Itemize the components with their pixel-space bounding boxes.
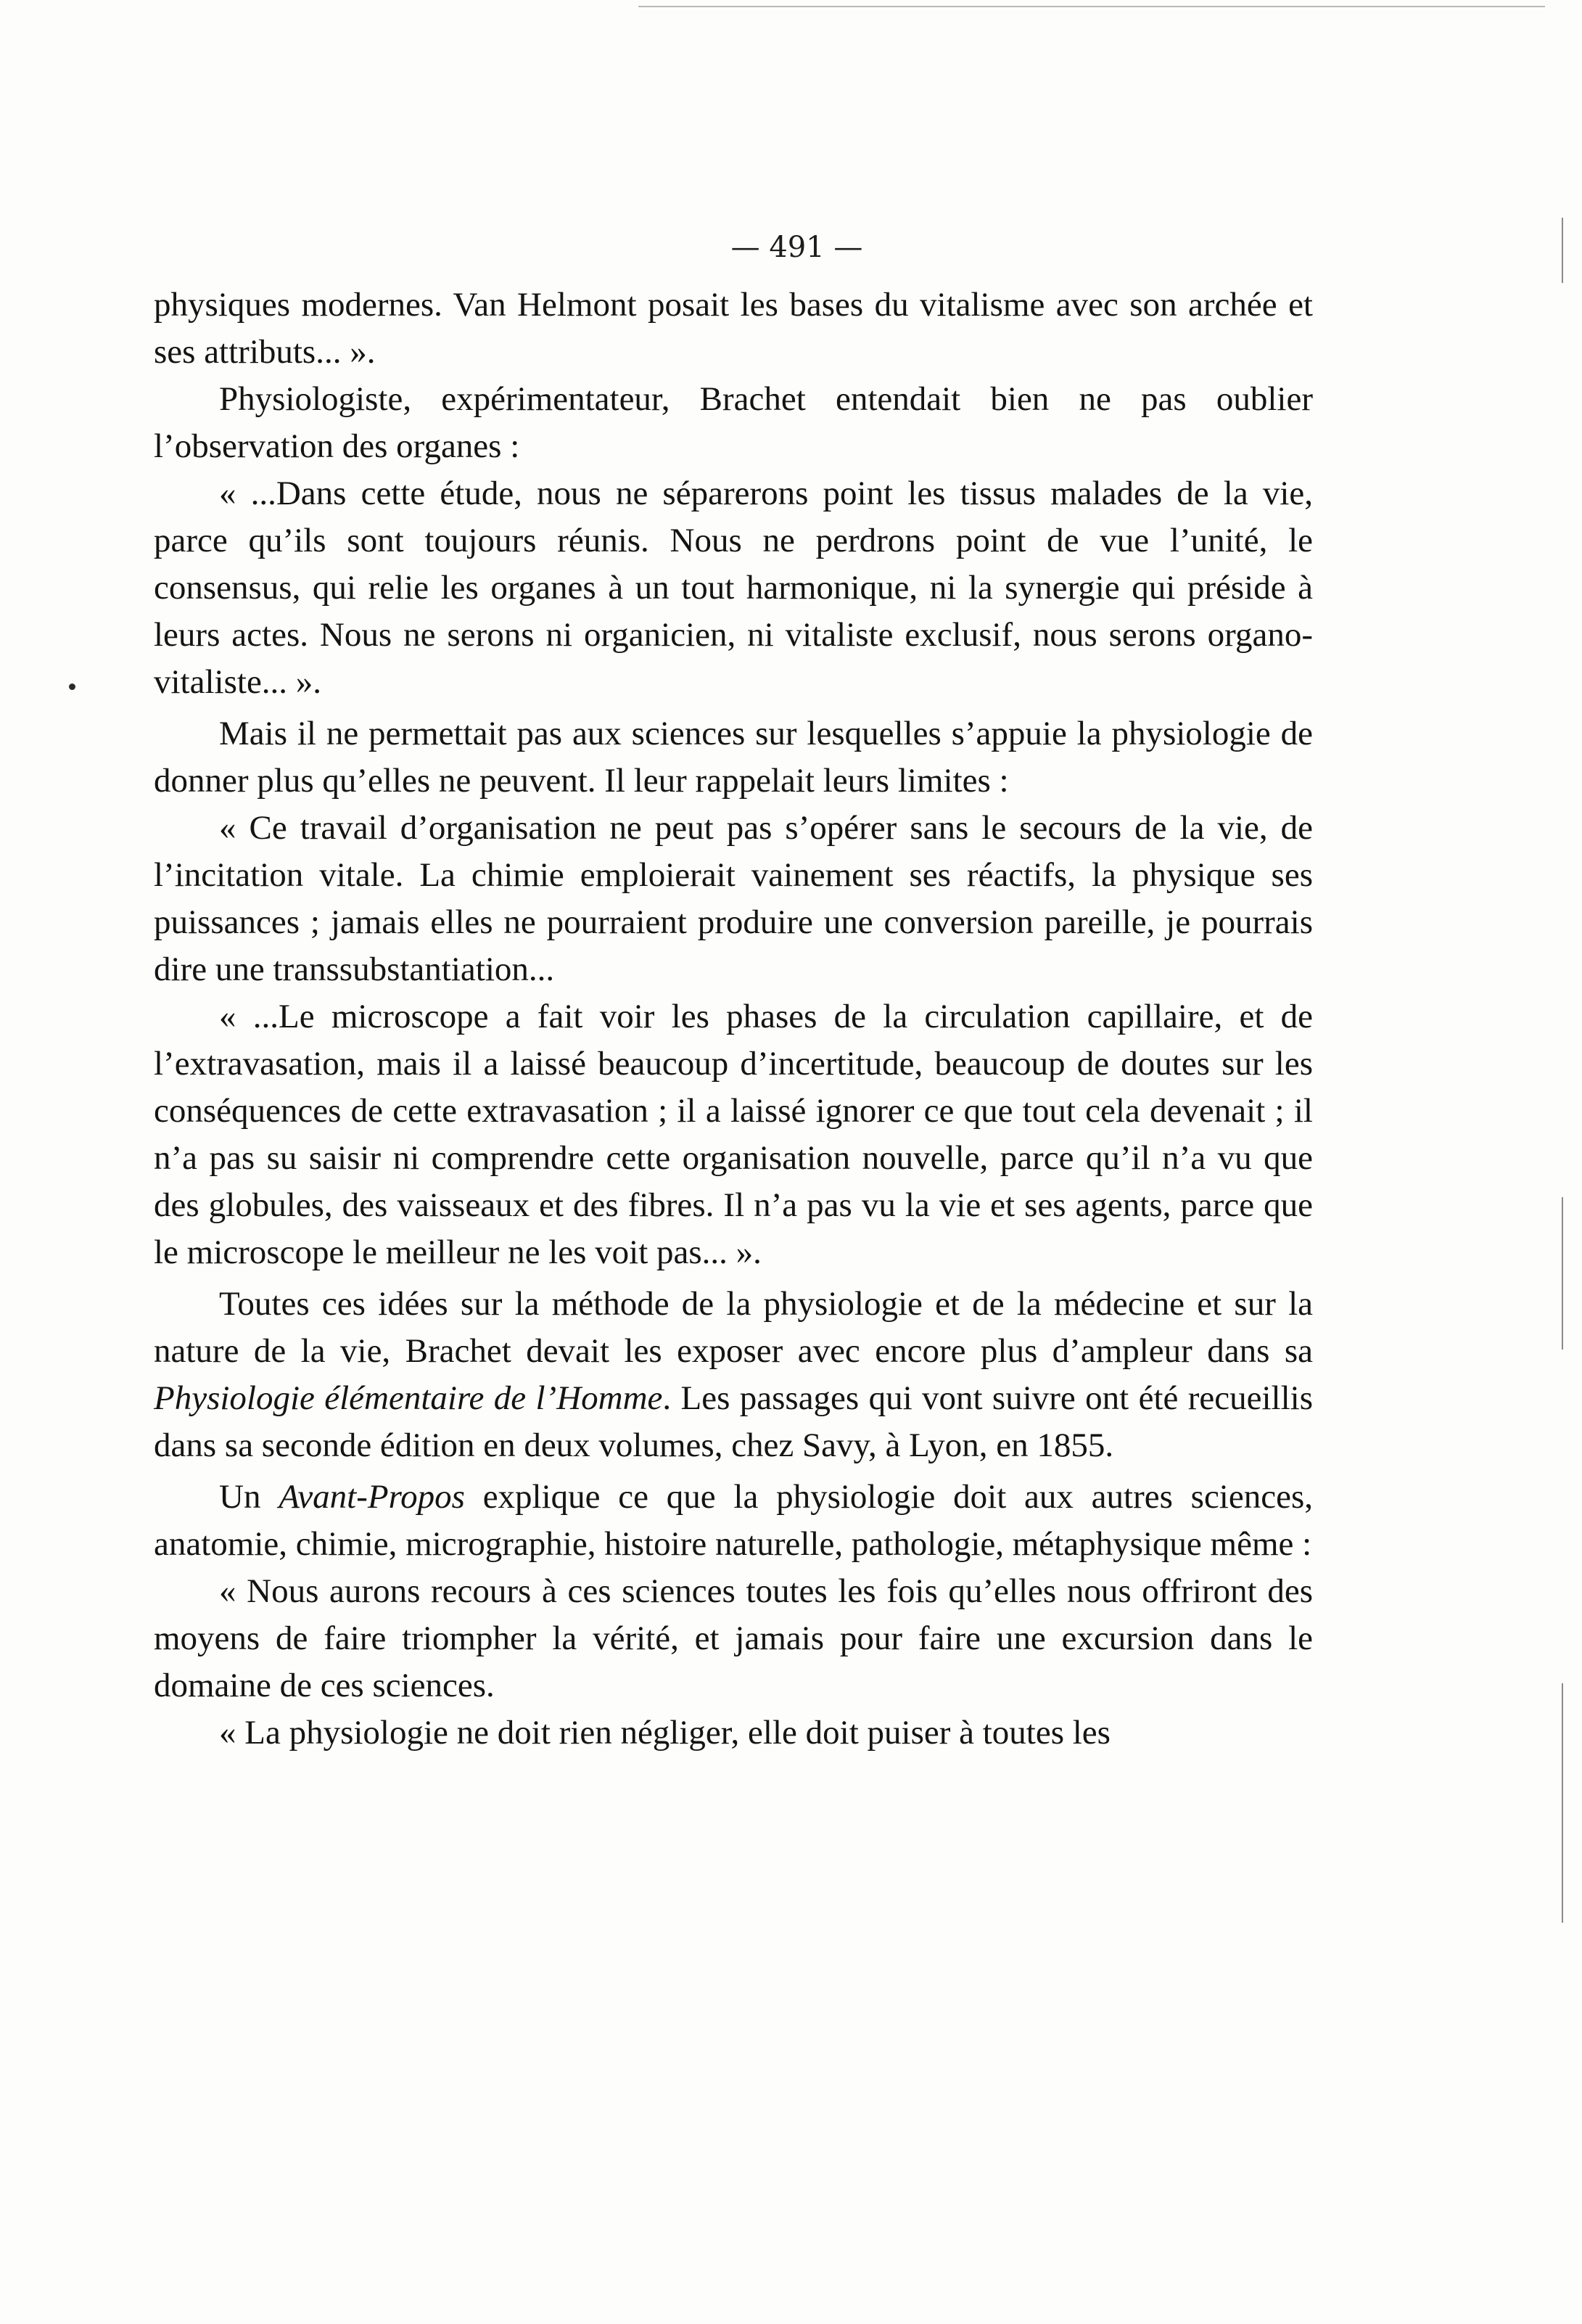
page-number: — 491 — <box>730 231 863 264</box>
paragraph-text: Toutes ces idées sur la méthode de la physiologie et de la médecine et sur la nature de la vie, Brachet devait les exposer avec encore plus d’ampleur dans sa <box>154 1285 1313 1370</box>
section-title: Avant-Propos <box>279 1478 465 1516</box>
paragraph <box>154 1474 1313 1568</box>
paragraph-text: explique ce que la physiologie doit aux autres sciences, anatomie, chimie, micrographie, histoire naturelle, pathologie, métaphysique même : <box>154 1478 1313 1563</box>
paragraph: Physiologiste, expérimentateur, Brachet entendait bien ne pas oublier l’observation des organes : <box>154 380 1313 465</box>
scan-top-rule <box>638 6 1545 7</box>
margin-dot <box>69 683 75 690</box>
quote-paragraph: « La physiologie ne doit rien négliger, elle doit puiser à toutes les <box>219 1714 1111 1752</box>
quote-paragraph: « ...Le microscope a fait voir les phases de la circulation capillaire, et de l’extravasation, mais il a laissé beaucoup d’incertitude, beaucoup de doutes sur les conséquences de cette extravasation ; il a laissé ignorer ce que tout cela devenait ; il n’a pas su saisir ni comprendre cette organisation nouvelle, parce qu’il n’a vu que des globules, des vaisseaux et des fibres. Il n’a pas vu la vie et ses agents, parce que le microscope le meilleur ne les voit pas... ». <box>154 998 1313 1271</box>
paragraph <box>154 1281 1313 1469</box>
paragraph-text: Un <box>219 1478 279 1516</box>
paragraph-text: . Les passages qui vont suivre ont été recueillis dans sa seconde édition en deux volumes, chez Savy, à Lyon, en 1855. <box>154 1379 1314 1464</box>
paragraph: Mais il ne permettait pas aux sciences sur lesquelles s’appuie la physiologie de donner plus qu’elles ne peuvent. Il leur rappelait leurs limites : <box>154 715 1313 800</box>
body-text <box>154 282 1313 1757</box>
quote-paragraph: « Ce travail d’organisation ne peut pas s’opérer sans le secours de la vie, de l’incitation vitale. La chimie emploierait vainement ses réactifs, la physique ses puissances ; jamais elles ne pourraient produire une conversion pareille, je pourrais dire une transsubstantiation... <box>154 809 1313 988</box>
book-title: Physiologie élémentaire de l’Homme <box>154 1379 663 1417</box>
scan-edge-mark <box>1562 1683 1563 1923</box>
scan-edge-mark <box>1562 1197 1563 1350</box>
paragraph: physiques modernes. Van Helmont posait les bases du vitalisme avec son archée et ses attributs... ». <box>154 286 1313 371</box>
quote-paragraph: « Nous aurons recours à ces sciences toutes les fois qu’elles nous offriront des moyens de faire triompher la vérité, et jamais pour faire une excursion dans le domaine de ces sciences. <box>154 1572 1313 1704</box>
quote-paragraph: « ...Dans cette étude, nous ne séparerons point les tissus malades de la vie, parce qu’ils sont toujours réunis. Nous ne perdrons point de vue l’unité, le consensus, qui relie les organes à un tout harmonique, ni la synergie qui préside à leurs actes. Nous ne serons ni organicien, ni vitaliste exclusif, nous serons organo-vitaliste... ». <box>154 475 1313 701</box>
